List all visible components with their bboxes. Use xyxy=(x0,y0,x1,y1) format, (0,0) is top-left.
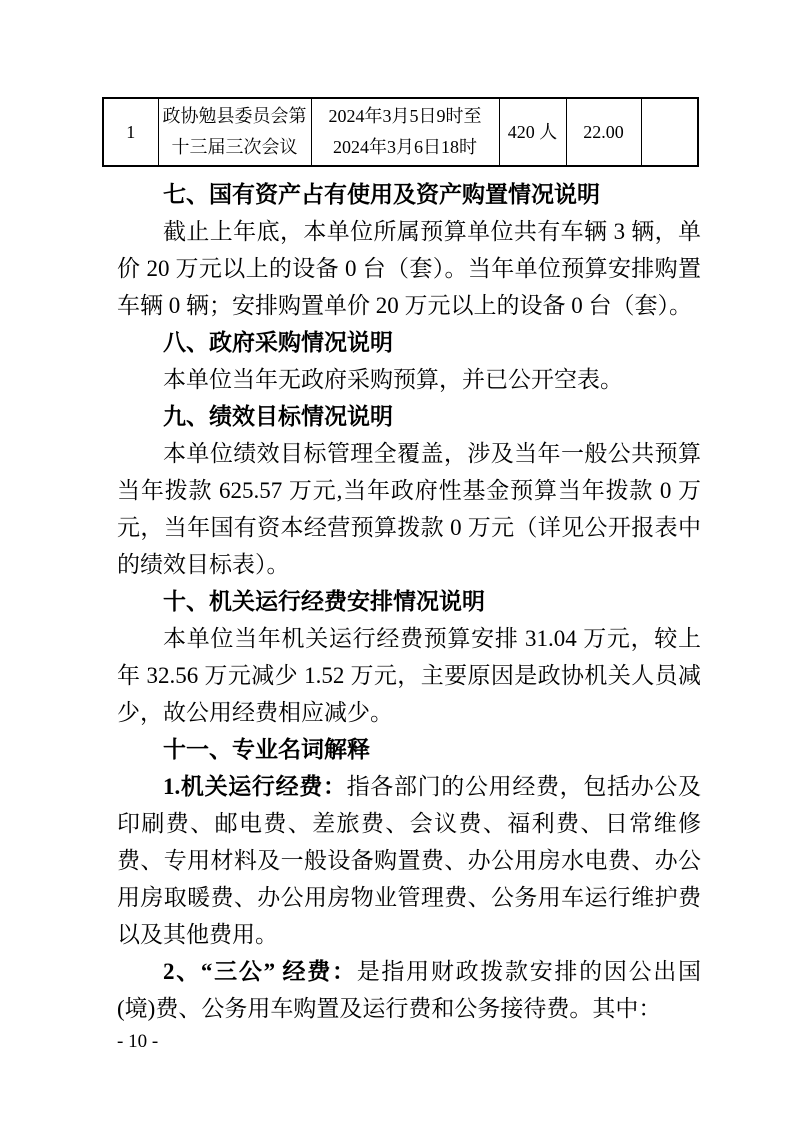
attendees-value: 420 人 xyxy=(507,121,558,142)
section-heading-7: 七、国有资产占有使用及资产购置情况说明 xyxy=(163,182,600,207)
term-paragraph-2 xyxy=(117,953,701,1027)
section-paragraph-9: 本单位绩效目标管理全覆盖，涉及当年一般公共预算当年拨款 625.57 万元,当年政府性基金预算当年拨款 0 万元，当年国有资本经营预算拨款 0 万元（详见公开报表中的绩效目标表）。 xyxy=(117,441,701,577)
page-number: - 10 - xyxy=(117,1031,159,1052)
cell-remark xyxy=(641,98,698,166)
section-paragraph-7: 截止上年底，本单位所属预算单位共有车辆 3 辆，单价 20 万元以上的设备 0 台（套）。当年单位预算安排购置车辆 0 辆；安排购置单价 20 万元以上的设备 0 台（套）。 xyxy=(117,219,701,318)
meeting-name-line2: 十三届三次会议 xyxy=(171,137,298,157)
table-row xyxy=(103,98,698,166)
section-heading-10: 十、机关运行经费安排情况说明 xyxy=(163,589,485,614)
section-paragraph-8: 本单位当年无政府采购预算，并已公开空表。 xyxy=(163,367,623,392)
section-heading-8: 八、政府采购情况说明 xyxy=(163,330,393,355)
meeting-time-line1: 2024年3月5日9时至 xyxy=(328,106,482,126)
cell-attendees xyxy=(499,98,566,166)
cell-meeting-name xyxy=(158,98,311,166)
meeting-time-line2: 2024年3月6日18时 xyxy=(333,137,477,157)
term-1-lead: 1.机关运行经费： xyxy=(163,774,347,799)
cell-seq xyxy=(103,98,158,166)
term-1-text: 指各部门的公用经费，包括办公及印刷费、邮电费、差旅费、会议费、福利费、日常维修费、专用材料及一般设备购置费、办公用房水电费、办公用房取暖费、办公用房物业管理费、公务用车运行维护费以及其他费用。 xyxy=(117,774,702,947)
term-2-lead: 2、“三公” 经费： xyxy=(163,959,357,984)
meeting-name-line1: 政协勉县委员会第 xyxy=(162,106,307,126)
cell-amount xyxy=(566,98,641,166)
meeting-expense-table xyxy=(102,97,699,167)
section-heading-11: 十一、专业名词解释 xyxy=(163,737,370,762)
seq-value: 1 xyxy=(126,121,136,142)
document-body xyxy=(117,176,701,1027)
term-paragraph-1 xyxy=(117,768,701,953)
amount-value: 22.00 xyxy=(583,121,624,142)
cell-meeting-time xyxy=(311,98,499,166)
term-2-text: 是指用财政拨款安排的因公出国(境)费、公务用车购置及运行费和公务接待费。其中： xyxy=(117,959,702,1021)
section-heading-9: 九、绩效目标情况说明 xyxy=(163,404,393,429)
section-paragraph-10: 本单位当年机关运行经费预算安排 31.04 万元，较上年 32.56 万元减少 1.52 万元，主要原因是政协机关人员减少，故公用经费相应减少。 xyxy=(117,626,701,725)
